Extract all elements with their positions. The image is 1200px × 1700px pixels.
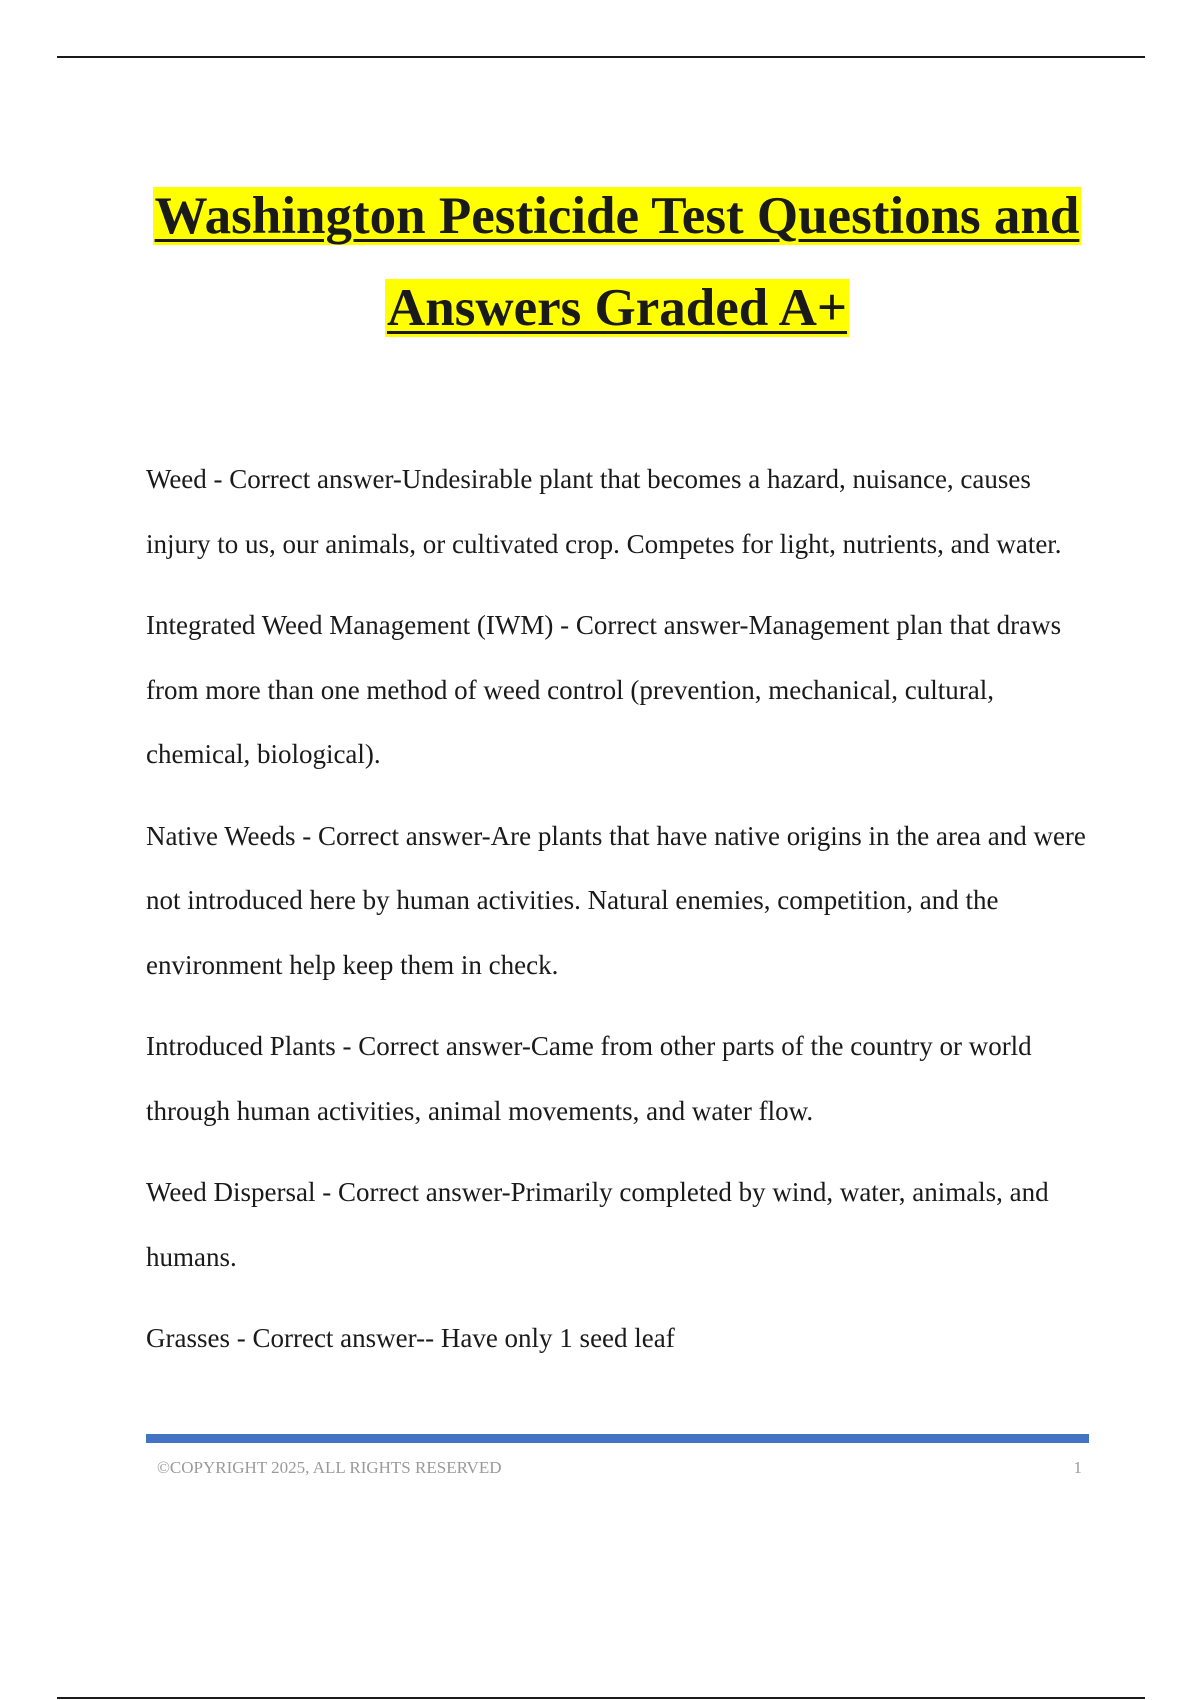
footer-copyright: ©COPYRIGHT 2025, ALL RIGHTS RESERVED <box>157 1458 502 1477</box>
title-line-1: Washington Pesticide Test Questions and <box>154 187 1080 245</box>
footer-divider-bar <box>146 1434 1089 1443</box>
qa-list <box>146 447 1096 1388</box>
document-title <box>100 170 1134 354</box>
page-top-rule <box>57 56 1145 58</box>
qa-item-weed: Weed - Correct answer-Undesirable plant that becomes a hazard, nuisance, causes injury to us, our animals, or cultivated crop. Competes for light, nutrients, and water. <box>146 464 1062 559</box>
qa-item-grasses: Grasses - Correct answer-- Have only 1 seed leaf <box>146 1323 675 1353</box>
page-bottom-rule <box>57 1697 1145 1699</box>
qa-item-iwm: Integrated Weed Management (IWM) - Correct answer-Management plan that draws from more than one method of weed control (prevention, mechanical, cultural, chemical, biological). <box>146 610 1062 769</box>
qa-item-introduced-plants: Introduced Plants - Correct answer-Came from other parts of the country or world through human activities, animal movements, and water flow. <box>146 1031 1032 1126</box>
qa-item-native-weeds: Native Weeds - Correct answer-Are plants that have native origins in the area and were not introduced here by human activities. Natural enemies, competition, and the environment help keep them in check. <box>146 820 1086 980</box>
title-line-2: Answers Graded A+ <box>386 279 848 337</box>
footer-page-number: 1 <box>1073 1458 1082 1477</box>
qa-item-weed-dispersal: Weed Dispersal - Correct answer-Primarily completed by wind, water, animals, and humans. <box>146 1177 1049 1272</box>
